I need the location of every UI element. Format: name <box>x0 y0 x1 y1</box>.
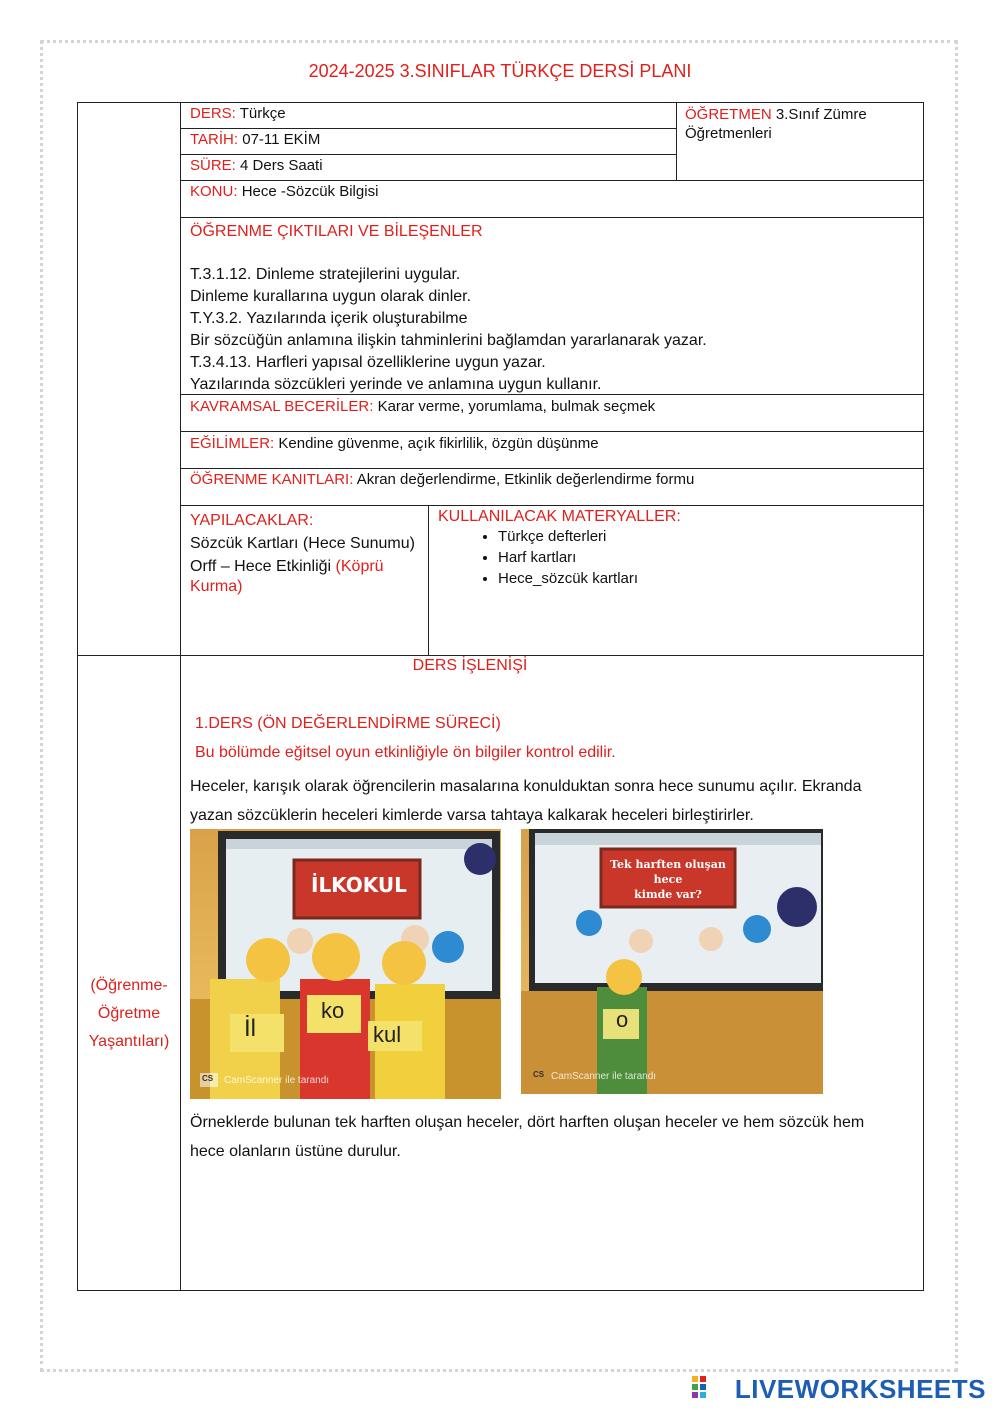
screen-text: İLKOKUL <box>311 873 407 897</box>
watermark: CamScanner ile tarandı <box>224 1075 330 1086</box>
outcomes-heading: ÖĞRENME ÇIKTILARI VE BİLEŞENLER <box>190 223 483 240</box>
syllable-card: kul <box>373 1022 402 1047</box>
todo-label: YAPILACAKLAR: <box>190 512 314 529</box>
syllable-card: o <box>616 1007 629 1032</box>
cs-logo: CS <box>202 1074 214 1083</box>
list-item: • Hece_sözcük kartları <box>498 568 918 589</box>
tarih-field: TARİH: 07-11 EKİM <box>190 131 321 148</box>
liveworksheets-logo-icon <box>692 1376 714 1400</box>
page-title: 2024-2025 3.SINIFLAR TÜRKÇE DERSİ PLANI <box>308 61 692 81</box>
outcome-line: T.Y.3.2. Yazılarında içerik oluşturabilme <box>190 310 468 327</box>
materials-list <box>438 526 918 589</box>
skills-field: KAVRAMSAL BECERİLER: Karar verme, yorumlama, bulmak seçmek <box>190 398 656 415</box>
lesson-paragraph-1: Heceler, karışık olarak öğrencilerin masalarına konulduktan sonra hece sunumu açılır. Ekranda yazan sözcüklerin heceleri kimlerde varsa tahtaya kalkarak heceleri birleştirirler. <box>190 778 862 824</box>
todo-item: Orff – Hece Etkinliği (Köprü Kurma) <box>190 558 384 595</box>
materials-label: KULLANILACAK MATERYALLER: <box>438 508 681 525</box>
lesson-heading: DERS İŞLENİŞİ <box>412 657 528 674</box>
list-item: • Harf kartları <box>498 547 918 568</box>
photo-1-scene <box>190 829 501 1099</box>
evidence-field: ÖĞRENME KANITLARI: Akran değerlendirme, Etkinlik değerlendirme formu <box>190 471 695 488</box>
lesson-note: Bu bölümde eğitsel oyun etkinliğiyle ön bilgiler kontrol edilir. <box>195 744 616 761</box>
page-border <box>40 40 958 1372</box>
outcomes-list <box>190 264 707 396</box>
classroom-photo-2 <box>521 829 823 1094</box>
screen-text: Tek harften oluşan hece kimde var? <box>610 858 726 901</box>
outcome-line: Bir sözcüğün anlamına ilişkin tahminlerini bağlamdan yararlanarak yazar. <box>190 332 707 349</box>
brand-wordmark: LIVEWORKSHEETS <box>734 1374 986 1404</box>
cs-logo: CS <box>533 1070 545 1079</box>
dispositions-field: EĞİLİMLER: Kendine güvenme, açık fikirlilik, özgün düşünme <box>190 435 599 452</box>
outcome-line: T.3.1.12. Dinleme stratejilerini uygular. <box>190 266 461 283</box>
ogretmen-field: ÖĞRETMEN 3.Sınıf Zümre Öğretmenleri <box>685 106 867 142</box>
outcome-line: T.3.4.13. Harfleri yapısal özelliklerine uygun yazar. <box>190 354 546 371</box>
ders-field: DERS: Türkçe <box>190 105 286 122</box>
outcome-line: Yazılarında sözcükleri yerinde ve anlamına uygun kullanır. <box>190 376 602 393</box>
list-item: • Türkçe defterleri <box>498 526 918 547</box>
todo-cell <box>190 511 415 597</box>
outcome-line: Dinleme kurallarına uygun olarak dinler. <box>190 288 472 305</box>
syllable-card: İl <box>244 1015 256 1042</box>
konu-field: KONU: Hece -Sözcük Bilgisi <box>190 183 379 200</box>
lesson-paragraph-2: Örneklerde bulunan tek harften oluşan heceler, dört harften oluşan heceler ve hem sözcük hem hece olanların üstüne durulur. <box>190 1114 865 1160</box>
syllable-card: ko <box>321 998 345 1023</box>
sure-field: SÜRE: 4 Ders Saati <box>190 157 323 174</box>
materials-cell <box>438 508 918 589</box>
classroom-photo-1 <box>190 829 501 1099</box>
todo-item: Sözcük Kartları (Hece Sunumu) <box>190 535 415 552</box>
lesson-subheading: 1.DERS (ÖN DEĞERLENDİRME SÜRECİ) <box>195 715 501 732</box>
watermark: CamScanner ile tarandı <box>551 1071 657 1082</box>
side-label: (Öğrenme- Öğretme Yaşantıları) <box>88 977 170 1050</box>
